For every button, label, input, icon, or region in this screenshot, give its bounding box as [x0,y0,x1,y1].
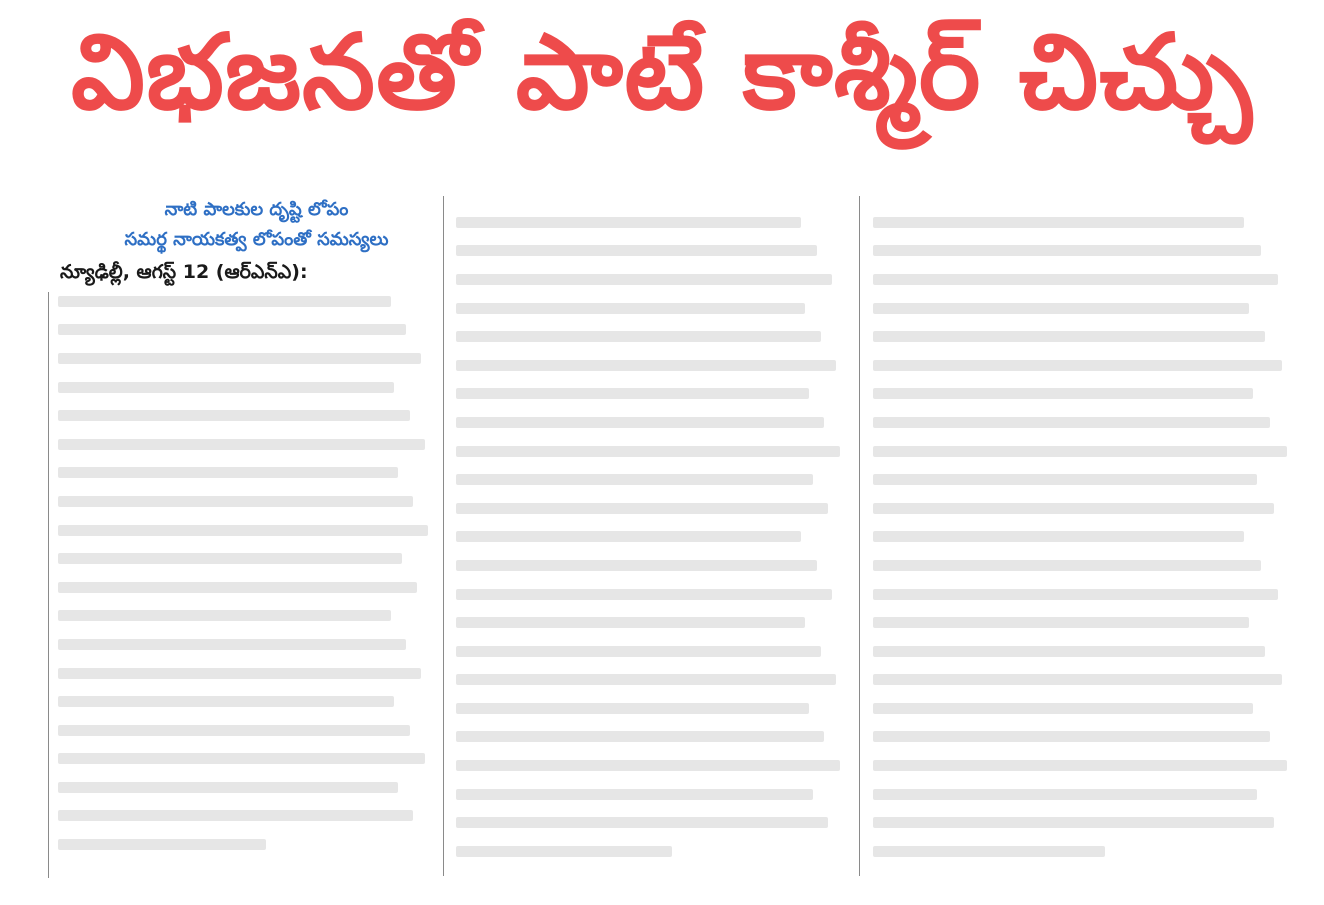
text-line-placeholder [58,525,428,536]
text-line-placeholder [58,696,394,707]
text-line-placeholder [456,760,840,771]
text-line-placeholder [456,331,821,342]
text-line [456,723,850,752]
text-line-placeholder [873,817,1274,828]
text-line [58,287,439,316]
text-line-placeholder [456,817,828,828]
text-line-placeholder [456,531,801,542]
text-line-placeholder [456,245,817,256]
text-line [58,745,439,774]
text-line-placeholder [58,725,410,736]
text-line-placeholder [456,674,836,685]
text-line [58,630,439,659]
text-line-placeholder [456,217,801,228]
article-body-column-1 [58,287,439,859]
text-line-placeholder [456,360,836,371]
subhead-1: నాటి పాలకుల దృష్టి లోపం [164,199,349,220]
text-line-placeholder [58,753,425,764]
text-line-placeholder [58,439,425,450]
text-line [873,751,1299,780]
text-line [456,408,850,437]
text-line [873,408,1299,437]
text-line [456,294,850,323]
article-body-column-2 [456,208,850,866]
text-line-placeholder [873,646,1265,657]
text-line-placeholder [456,303,805,314]
headline: విభజనతో పాటే కాశ్మీర్ చిచ్చు [71,11,1253,133]
text-line [58,459,439,488]
text-line-placeholder [58,582,417,593]
text-line [873,694,1299,723]
text-line-placeholder [456,617,805,628]
text-line [456,523,850,552]
text-line [456,780,850,809]
text-line-placeholder [456,560,817,571]
text-line-placeholder [58,353,421,364]
text-line [456,437,850,466]
text-line [873,351,1299,380]
article-body-column-3 [873,208,1299,866]
text-line [873,723,1299,752]
subhead-2: సమర్థ నాయకత్వ లోపంతో సమస్యలు [124,229,389,250]
text-line [873,780,1299,809]
text-line-placeholder [456,589,832,600]
text-line-placeholder [873,360,1282,371]
text-line-placeholder [873,589,1278,600]
text-line [873,322,1299,351]
text-line-placeholder [58,610,391,621]
text-line [873,608,1299,637]
text-line [873,808,1299,837]
text-line-placeholder [873,274,1278,285]
text-line-placeholder [873,789,1257,800]
text-line [873,465,1299,494]
text-line [456,380,850,409]
text-line [873,437,1299,466]
text-line-placeholder [58,496,413,507]
text-line [58,316,439,345]
text-line-placeholder [873,474,1257,485]
text-line [456,465,850,494]
text-line-placeholder [58,410,410,421]
text-line [456,666,850,695]
text-line-placeholder [456,703,809,714]
text-line-placeholder [58,810,413,821]
text-line [873,494,1299,523]
text-line [58,516,439,545]
text-line [58,573,439,602]
text-line [58,687,439,716]
text-line [873,237,1299,266]
text-line-placeholder [58,382,394,393]
text-line [58,716,439,745]
text-line [58,401,439,430]
dateline: న్యూఢిల్లీ, ఆగస్ట్ 12 (ఆర్ఎన్ఎ): [60,261,308,283]
text-line-placeholder [58,296,391,307]
text-line [58,830,439,859]
article-column-1 [54,195,439,859]
text-line-placeholder [456,503,828,514]
text-line [873,265,1299,294]
text-line-placeholder [456,446,840,457]
text-line [873,637,1299,666]
column-rule [859,196,860,876]
text-line-placeholder [873,617,1249,628]
column-rule [443,196,444,876]
text-line-placeholder [873,760,1287,771]
text-line [58,430,439,459]
text-line [873,380,1299,409]
text-line [456,808,850,837]
article-column-2 [452,208,850,866]
text-line-placeholder [873,846,1105,857]
text-line-placeholder [873,388,1253,399]
text-line-placeholder [456,417,824,428]
text-line [456,580,850,609]
text-line-placeholder [873,560,1261,571]
text-line [456,494,850,523]
text-line [456,237,850,266]
text-line [456,608,850,637]
text-line [58,773,439,802]
text-line [873,294,1299,323]
text-line [873,208,1299,237]
text-line [456,837,850,866]
text-line-placeholder [58,553,402,564]
text-line [456,637,850,666]
text-line-placeholder [456,646,821,657]
text-line-placeholder [873,217,1244,228]
text-line-placeholder [58,839,266,850]
text-line [456,265,850,294]
text-line [58,544,439,573]
text-line-placeholder [873,703,1253,714]
text-line-placeholder [58,668,421,679]
text-line-placeholder [873,674,1282,685]
text-line [58,802,439,831]
text-line-placeholder [873,503,1274,514]
text-line-placeholder [456,846,672,857]
text-line [456,322,850,351]
text-line [456,694,850,723]
text-line [58,659,439,688]
text-line-placeholder [873,303,1249,314]
text-line [873,551,1299,580]
text-line-placeholder [58,639,406,650]
article-column-3 [869,208,1299,866]
text-line-placeholder [456,274,832,285]
text-line [873,523,1299,552]
text-line [873,837,1299,866]
text-line-placeholder [58,782,398,793]
column-rule [48,292,49,878]
text-line-placeholder [873,331,1265,342]
text-line [456,551,850,580]
text-line-placeholder [58,467,398,478]
text-line-placeholder [873,731,1270,742]
text-line-placeholder [873,245,1261,256]
text-line-placeholder [456,388,809,399]
text-line [456,351,850,380]
text-line [58,373,439,402]
text-line-placeholder [456,474,813,485]
text-line-placeholder [456,789,813,800]
text-line [58,487,439,516]
text-line-placeholder [873,446,1287,457]
text-line-placeholder [873,417,1270,428]
text-line [873,666,1299,695]
text-line [456,208,850,237]
text-line-placeholder [873,531,1244,542]
text-line [58,602,439,631]
text-line-placeholder [456,731,824,742]
text-line [873,580,1299,609]
text-line-placeholder [58,324,406,335]
text-line [456,751,850,780]
text-line [58,344,439,373]
